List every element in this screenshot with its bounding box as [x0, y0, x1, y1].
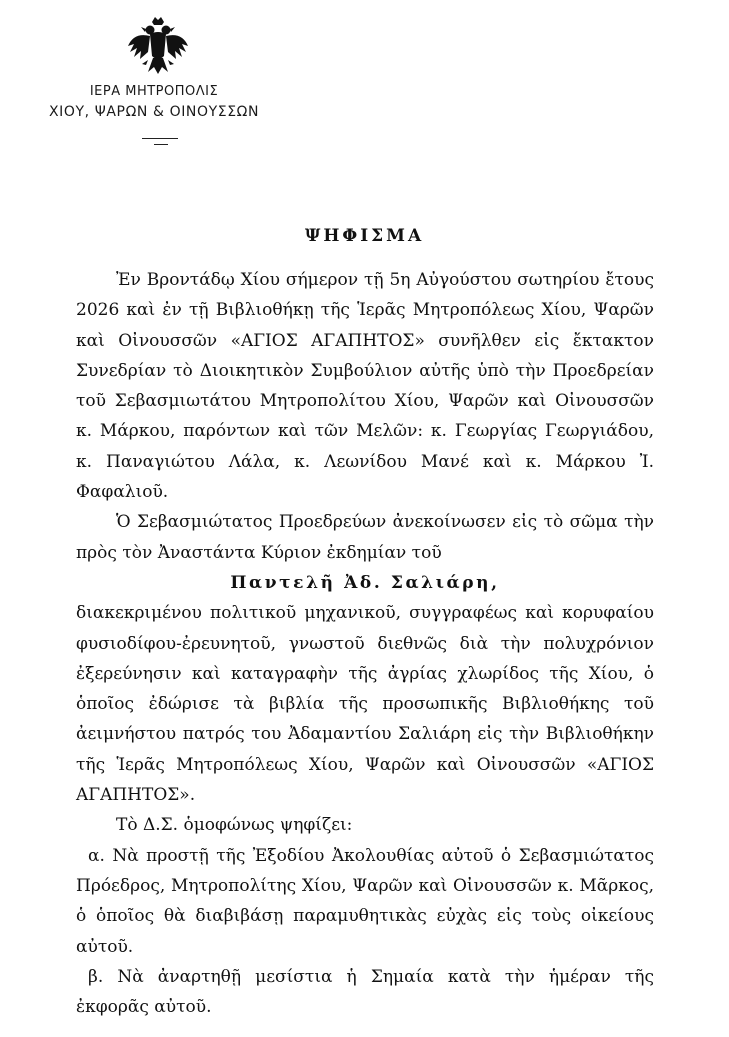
- divider: [142, 138, 178, 139]
- double-headed-eagle-icon: [126, 16, 190, 76]
- document-title: ΨΗΦΙΣΜΑ: [304, 226, 425, 246]
- divider: [154, 144, 168, 145]
- document-body: [76, 265, 654, 1022]
- resolution-item: α. Νὰ προστῇ τῆς Ἐξοδίου Ἀκολουθίας αὐτοῦ ὁ Σεβασμιώτατος Πρόεδρος, Μητροπολίτης Χίου, Ψαρῶν καὶ Οἰνουσσῶν κ. Μᾶρκος, ὁ ὁποῖος θὰ διαβιβάσῃ παραμυθητικὰς εὐχὰς εἰς τοὺς οἰκείους αὐτοῦ.: [76, 845, 654, 957]
- paragraph-description: διακεκριμένου πολιτικοῦ μηχανικοῦ, συγγραφέως καὶ κορυφαίου φυσιοδίφου-ἐρευνητοῦ, γνωστοῦ διεθνῶς διὰ τὴν πολυχρόνιον ἐξερεύνησιν καὶ καταγραφὴν τῆς ἀγρίας χλωρίδος τῆς Χίου, ὁ ὁποῖος ἐδώρισε τὰ βιβλία τῆς προσωπικῆς Βιβλιοθήκης τοῦ ἀειμνήστου πατρός του Ἀδαμαντίου Σαλιάρη εἰς τὴν Βιβλιοθήκην τῆς Ἱερᾶς Μητροπόλεως Χίου, Ψαρῶν καὶ Οἰνουσσῶν «ΑΓΙΟΣ ΑΓΑΠΗΤΟΣ».: [76, 603, 654, 806]
- letterhead: [16, 14, 292, 138]
- honoree-name: Παντελῆ Ἀδ. Σαλιάρη,: [230, 572, 500, 593]
- resolution-intro: Τὸ Δ.Σ. ὁμοφώνως ψηφίζει:: [116, 815, 353, 836]
- paragraph-announcement: Ὁ Σεβασμιώτατος Προεδρεύων ἀνεκοίνωσεν εἰς τὸ σῶμα τὴν πρὸς τὸν Ἀναστάντα Κύριον ἐκδημίαν τοῦ: [76, 512, 654, 563]
- org-name-line1: ΙΕΡΑ ΜΗΤΡΟΠΟΛΙΣ: [89, 84, 219, 99]
- paragraph-intro: Ἐν Βροντάδῳ Χίου σήμερον τῇ 5η Αὐγούστου σωτηρίου ἔτους 2026 καὶ ἐν τῇ Βιβλιοθήκῃ τῆς Ἱερᾶς Μητροπόλεως Χίου, Ψαρῶν καὶ Οἰνουσσῶν «ΑΓΙΟΣ ΑΓΑΠΗΤΟΣ» συνῆλθεν εἰς ἔκτακτον Συνεδρίαν τὸ Διοικητικὸν Συμβούλιον αὐτῆς ὑπὸ τὴν Προεδρείαν τοῦ Σεβασμιωτάτου Μητροπολίτου Χίου, Ψαρῶν καὶ Οἰνουσσῶν κ. Μάρκου, παρόντων καὶ τῶν Μελῶν: κ. Γεωργίας Γεωργιάδου, κ. Παναγιώτου Λάλα, κ. Λεωνίδου Μανέ καὶ κ. Μάρκου Ἰ. Φαφαλιοῦ.: [76, 270, 654, 503]
- org-name-line2: ΧΙΟΥ, ΨΑΡΩΝ & ΟΙΝΟΥΣΣΩΝ: [48, 104, 260, 120]
- resolution-item: β. Νὰ ἀναρτηθῇ μεσίστια ἡ Σημαία κατὰ τὴν ἡμέραν τῆς ἐκφορᾶς αὐτοῦ.: [76, 966, 654, 1018]
